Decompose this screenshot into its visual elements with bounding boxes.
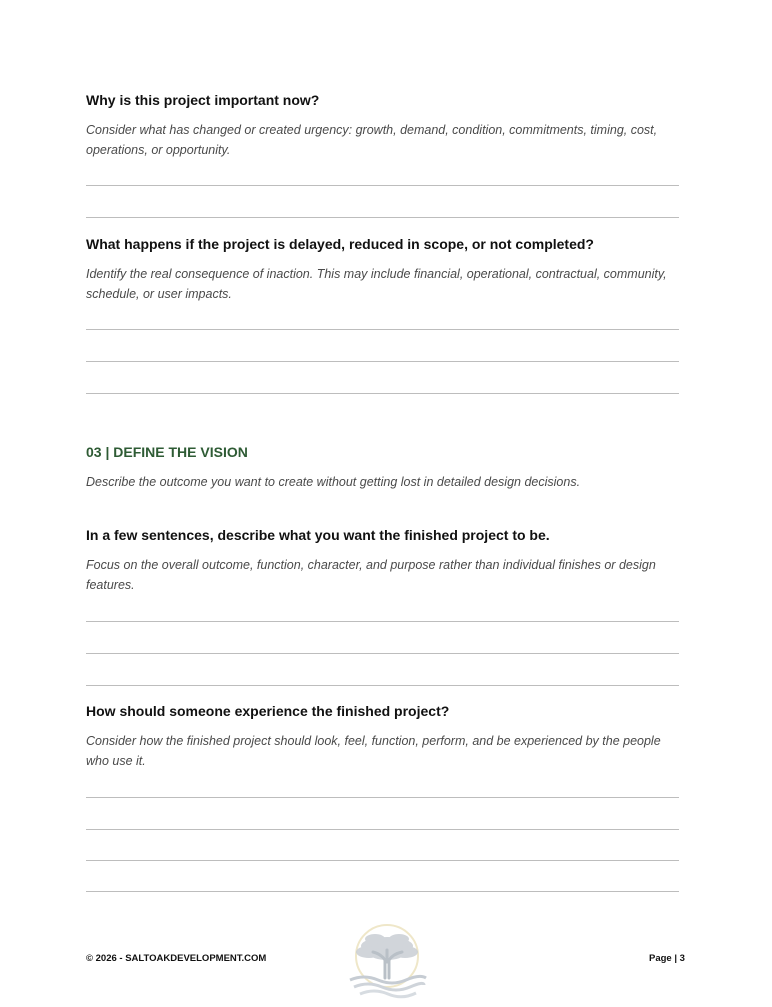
answer-line[interactable] bbox=[86, 329, 679, 330]
answer-line[interactable] bbox=[86, 829, 679, 830]
section-heading: 03 | DEFINE THE VISION bbox=[86, 444, 248, 460]
oak-tree-wave-logo-icon bbox=[344, 922, 430, 1002]
answer-line[interactable] bbox=[86, 797, 679, 798]
answer-line[interactable] bbox=[86, 891, 679, 892]
answer-line[interactable] bbox=[86, 361, 679, 362]
answer-line[interactable] bbox=[86, 685, 679, 686]
question-hint: Identify the real consequence of inaction. This may include financial, operational, contractual, community, schedule, or user impacts. bbox=[86, 267, 667, 301]
question-title: What happens if the project is delayed, reduced in scope, or not completed? bbox=[86, 236, 594, 252]
question-title: In a few sentences, describe what you want the finished project to be. bbox=[86, 527, 550, 543]
question-title: How should someone experience the finished project? bbox=[86, 703, 450, 719]
answer-line[interactable] bbox=[86, 217, 679, 218]
answer-line[interactable] bbox=[86, 621, 679, 622]
question-hint: Consider what has changed or created urgency: growth, demand, condition, commitments, timing, cost, operations, or opportunity. bbox=[86, 123, 658, 157]
answer-line[interactable] bbox=[86, 860, 679, 861]
question-title: Why is this project important now? bbox=[86, 92, 320, 108]
question-hint: Consider how the finished project should look, feel, function, perform, and be experienced by the people who use it. bbox=[86, 734, 661, 768]
answer-line[interactable] bbox=[86, 185, 679, 186]
footer-copyright: © 2026 - SALTOAKDEVELOPMENT.COM bbox=[86, 953, 267, 964]
answer-line[interactable] bbox=[86, 653, 679, 654]
answer-line[interactable] bbox=[86, 393, 679, 394]
section-intro: Describe the outcome you want to create without getting lost in detailed design decisions. bbox=[86, 475, 581, 489]
footer-page-number: Page | 3 bbox=[649, 953, 685, 964]
question-hint: Focus on the overall outcome, function, character, and purpose rather than individual finishes or design features. bbox=[86, 558, 656, 592]
